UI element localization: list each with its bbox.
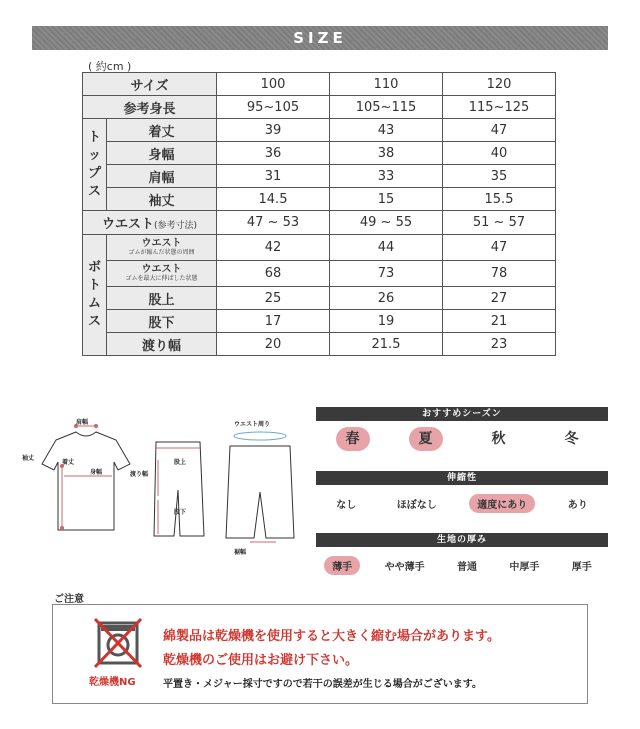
waist-around-label: ウエスト周り — [234, 421, 271, 428]
value-cell: 44 — [330, 235, 443, 261]
row-label: 肩幅 — [107, 165, 217, 188]
value-cell: 38 — [330, 142, 443, 165]
no-dryer-label: 乾燥機NG — [89, 677, 136, 688]
size-cell: 100 — [217, 73, 330, 96]
value-cell: 15.5 — [443, 188, 556, 211]
body-width-label: 身幅 — [90, 469, 103, 476]
value-cell: 47 — [443, 119, 556, 142]
stretch-title: 伸縮性 — [316, 471, 608, 485]
value-cell: 115~125 — [443, 96, 556, 119]
value-cell: 78 — [443, 261, 556, 287]
no-dryer-icon — [93, 615, 143, 669]
table-row — [83, 142, 556, 165]
row-label: 袖丈 — [107, 188, 217, 211]
table-row — [83, 287, 556, 310]
waist-label: ウエスト(参考寸法) — [83, 211, 217, 235]
warning-line-2: 乾燥機のご使用はお避け下さい。 — [163, 653, 359, 668]
stretch-section — [316, 471, 608, 521]
season-options — [316, 421, 608, 457]
season-title: おすすめシーズン — [316, 407, 608, 421]
thickness-medium-thick: 中厚手 — [509, 561, 540, 573]
row-label: 身幅 — [107, 142, 217, 165]
table-row — [83, 96, 556, 119]
value-cell: 73 — [330, 261, 443, 287]
tshirt-outline — [42, 432, 130, 530]
value-cell: 21.5 — [330, 333, 443, 356]
table-row — [83, 165, 556, 188]
value-cell: 47 ~ 53 — [217, 211, 330, 235]
value-cell: 14.5 — [217, 188, 330, 211]
warning-line-1: 綿製品は乾燥機を使用すると大きく縮む場合があります。 — [163, 629, 500, 644]
stretch-yes: あり — [567, 499, 588, 511]
value-cell: 51 ~ 57 — [443, 211, 556, 235]
thickness-normal: 普通 — [456, 561, 477, 573]
table-row — [83, 73, 556, 96]
table-row — [83, 333, 556, 356]
season-spring: 春 — [336, 427, 370, 451]
value-cell: 43 — [330, 119, 443, 142]
table-row — [83, 235, 556, 261]
value-cell: 19 — [330, 310, 443, 333]
value-cell: 36 — [217, 142, 330, 165]
bottoms-group-label: ボ ト ム ス — [83, 235, 107, 356]
value-cell: 27 — [443, 287, 556, 310]
value-cell: 25 — [217, 287, 330, 310]
stretch-none: なし — [336, 499, 357, 511]
value-cell: 95~105 — [217, 96, 330, 119]
value-cell: 21 — [443, 310, 556, 333]
table-row — [83, 119, 556, 142]
value-cell: 26 — [330, 287, 443, 310]
value-cell: 35 — [443, 165, 556, 188]
value-cell: 42 — [217, 235, 330, 261]
rise-label: 股上 — [174, 459, 187, 466]
table-row — [83, 310, 556, 333]
notice-box — [52, 604, 588, 704]
thickness-title: 生地の厚み — [316, 533, 608, 547]
size-table — [82, 72, 556, 356]
row-label: ウエスト ゴムが縮んだ状態の周囲 — [107, 235, 217, 261]
measurement-note: 平置き・メジャー採寸ですので若干の誤差が生じる場合がございます。 — [163, 679, 482, 690]
crotch-width-label: 渡り幅 — [130, 471, 149, 478]
thickness-slightly-thin: やや薄手 — [384, 561, 425, 573]
value-cell: 68 — [217, 261, 330, 287]
row-label: 股上 — [107, 287, 217, 310]
tops-group-label: ト ッ プ ス — [83, 119, 107, 211]
value-cell: 40 — [443, 142, 556, 165]
notice-label: ご注意 — [54, 594, 84, 605]
season-summer: 夏 — [409, 427, 443, 451]
value-cell: 49 ~ 55 — [330, 211, 443, 235]
thickness-thick: 厚手 — [571, 561, 592, 573]
table-row — [83, 188, 556, 211]
value-cell: 33 — [330, 165, 443, 188]
sleeve-label: 袖丈 — [22, 455, 35, 462]
row-label: 渡り幅 — [107, 333, 217, 356]
stretch-options — [316, 485, 608, 521]
length-label: 着丈 — [62, 459, 75, 466]
measurement-diagram — [18, 418, 308, 568]
value-cell: 31 — [217, 165, 330, 188]
season-section — [316, 407, 608, 457]
value-cell: 105~115 — [330, 96, 443, 119]
value-cell: 17 — [217, 310, 330, 333]
inseam-label: 股下 — [174, 509, 187, 516]
value-cell: 15 — [330, 188, 443, 211]
table-row — [83, 211, 556, 235]
head-label: サイズ — [83, 73, 217, 96]
thickness-thin: 薄手 — [324, 556, 360, 575]
thickness-section — [316, 533, 608, 583]
pants-front-outline — [226, 446, 294, 538]
section-header: SIZE — [32, 26, 608, 50]
row-label: ウエスト ゴムを最大に伸ばした状態 — [107, 261, 217, 287]
row-label: 股下 — [107, 310, 217, 333]
value-cell: 20 — [217, 333, 330, 356]
stretch-moderate: 適度にあり — [469, 494, 535, 513]
season-autumn: 秋 — [491, 431, 506, 447]
unit-note: ( 約cm ) — [88, 60, 132, 73]
hem-label: 裾幅 — [234, 549, 247, 556]
row-label: 着丈 — [107, 119, 217, 142]
value-cell: 23 — [443, 333, 556, 356]
stretch-little: ほぼなし — [396, 499, 437, 511]
table-row — [83, 261, 556, 287]
thickness-options — [316, 547, 608, 583]
value-cell: 39 — [217, 119, 330, 142]
height-label: 参考身長 — [83, 96, 217, 119]
shoulder-label: 肩幅 — [76, 419, 89, 426]
size-cell: 110 — [330, 73, 443, 96]
size-cell: 120 — [443, 73, 556, 96]
value-cell: 47 — [443, 235, 556, 261]
pants-side-outline — [154, 442, 204, 536]
season-winter: 冬 — [564, 431, 579, 447]
